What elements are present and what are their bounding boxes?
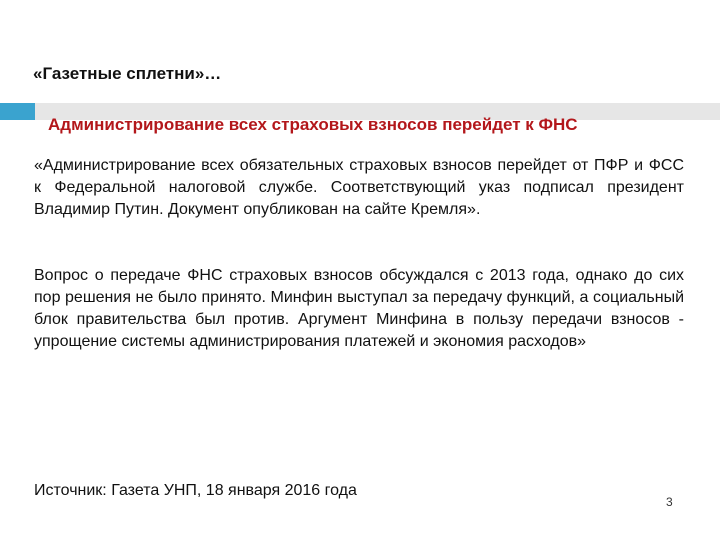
accent-bar-blue [0, 103, 35, 120]
section-title: «Газетные сплетни»… [33, 64, 222, 83]
headline: Администрирование всех страховых взносов перейдет к ФНС [48, 115, 578, 134]
paragraph-quote: «Администрирование всех обязательных страховых взносов перейдет от ПФР и ФСС к Федеральной налоговой службе. Соответствующий указ подписал президент Владимир Путин. Документ опубликован на сайте Кремля». [34, 157, 684, 218]
page-number: 3 [666, 495, 673, 509]
source-citation: Источник: Газета УНП, 18 января 2016 года [34, 482, 357, 499]
paragraph-discussion: Вопрос о передаче ФНС страховых взносов обсуждался с 2013 года, однако до сих пор решения не было принято. Минфин выступал за передачу функций, а социальный блок правительства был против. Аргумент Минфина в пользу передачи взносов - упрощение системы администрирования платежей и экономия расходов» [34, 267, 684, 350]
